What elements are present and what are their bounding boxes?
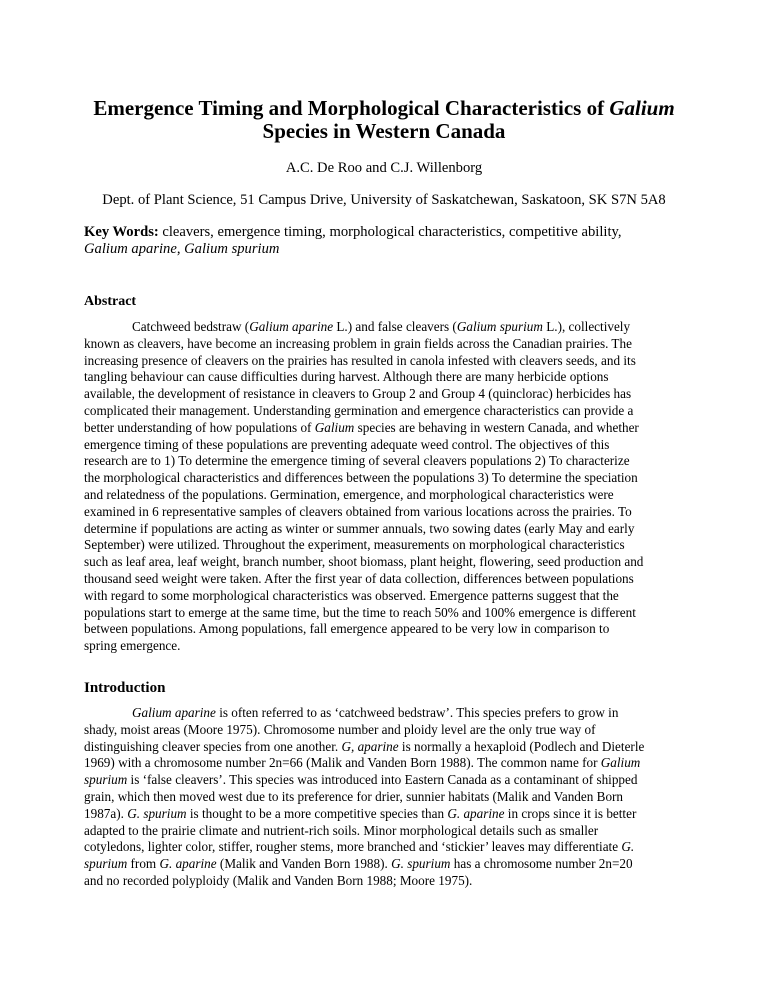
- text-line: [84, 554, 704, 571]
- text-segment: is ‘false cleavers’. This species was introduced into Eastern Canada as a contaminant of shipped: [127, 772, 638, 788]
- italic-species-name: G. spurium: [391, 856, 451, 872]
- text-segment: such as leaf area, leaf weight, branch number, shoot biomass, plant height, flowering, seed production and: [84, 554, 644, 570]
- text-segment: from: [127, 856, 160, 872]
- title-line-1: [93, 96, 674, 120]
- text-segment: Catchweed bedstraw (: [132, 319, 250, 334]
- text-segment: research are to 1) To determine the emergence timing of several cleavers populations 2) To characterize: [84, 453, 630, 469]
- text-line: [84, 470, 704, 487]
- text-segment: between populations. Among populations, fall emergence appeared to be very low in comparison to: [84, 621, 610, 637]
- italic-species-name: spurium: [84, 772, 128, 788]
- text-segment: with regard to some morphological characteristics was observed. Emergence patterns suggest that the: [84, 587, 619, 603]
- text-line: [84, 638, 704, 655]
- text-segment: September) were utilized. Throughout the experiment, measurements on morphological characteristics: [84, 537, 625, 553]
- text-segment: species are behaving in western Canada, and whether: [354, 419, 639, 435]
- text-line: [84, 722, 704, 739]
- title-genus: Galium: [609, 96, 675, 120]
- keyword-species-1: Galium aparine: [84, 241, 177, 257]
- text-line: [84, 873, 704, 890]
- text-segment: the morphological characteristics and differences between the populations 3) To determine the speciation: [84, 470, 638, 486]
- italic-species-name: G. spurium: [127, 805, 187, 821]
- italic-species-name: G. aparine: [159, 856, 217, 872]
- text-segment: 1987a).: [84, 805, 128, 821]
- keywords: [84, 224, 704, 258]
- text-line: [84, 705, 704, 722]
- text-line: [84, 504, 704, 521]
- text-segment: and relatedness of the populations. Germination, emergence, and morphological characteristics were: [84, 486, 614, 502]
- text-line: [84, 839, 704, 856]
- text-segment: tangling behaviour can cause difficulties during harvest. Although there are many herbicide options: [84, 369, 609, 385]
- abstract-body: [84, 319, 704, 655]
- text-segment: and no recorded polyploidy (Malik and Vanden Born 1988; Moore 1975).: [84, 872, 473, 888]
- text-segment: available, the development of resistance in cleavers to Group 2 and Group 4 (quinclorac) herbicides has: [84, 386, 632, 402]
- text-line: [84, 605, 704, 622]
- text-line: [84, 369, 704, 386]
- text-line: [84, 537, 704, 554]
- italic-species-name: G. aparine: [447, 805, 505, 821]
- italic-species-name: Galium: [600, 755, 641, 771]
- text-line: [84, 856, 704, 873]
- paper-title: [60, 97, 708, 143]
- keywords-separator: ,: [176, 241, 185, 257]
- italic-species-name: G, aparine: [341, 738, 399, 754]
- title-text: Emergence Timing and Morphological Characteristics of: [93, 96, 610, 120]
- text-segment: determine if populations are acting as winter or summer annuals, two sowing dates (early May and early: [84, 520, 635, 536]
- text-line: [84, 571, 704, 588]
- italic-species-name: spurium: [84, 856, 128, 872]
- italic-species-name: Galium aparine: [132, 705, 216, 720]
- introduction-body: [84, 705, 704, 890]
- keywords-label: Key Words:: [84, 224, 159, 240]
- text-line: [84, 353, 704, 370]
- text-line: [84, 755, 704, 772]
- text-line: [84, 806, 704, 823]
- text-segment: cotyledons, lighter color, stiffer, rougher stems, more branched and ‘stickier’ leaves may differentiate: [84, 839, 622, 855]
- text-segment: known as cleavers, have become an increasing problem in grain fields across the Canadian prairies. The: [84, 335, 632, 351]
- affiliation: Dept. of Plant Science, 51 Campus Drive, University of Saskatchewan, Saskatoon, SK S7N 5A8: [102, 192, 666, 208]
- text-segment: examined in 6 representative samples of cleavers obtained from various locations across the prairies. To: [84, 503, 632, 519]
- text-line: [84, 739, 704, 756]
- text-segment: has a chromosome number 2n=20: [450, 856, 633, 872]
- text-line: [84, 420, 704, 437]
- keywords-text: cleavers, emergence timing, morphological characteristics, competitive ability,: [158, 224, 622, 240]
- text-line: [84, 789, 704, 806]
- text-segment: (Malik and Vanden Born 1988).: [216, 856, 392, 872]
- text-segment: L.), collectively: [542, 319, 631, 334]
- text-segment: complicated their management. Understanding germination and emergence characteristics can provide a: [84, 402, 634, 418]
- text-segment: adapted to the prairie climate and nutrient-rich soils. Minor morphological details such as smaller: [84, 822, 599, 838]
- text-segment: is thought to be a more competitive species than: [186, 805, 448, 821]
- text-segment: shady, moist areas (Moore 1975). Chromosome number and ploidy level are the only true way of: [84, 721, 596, 737]
- text-segment: distinguishing cleaver species from one another.: [84, 738, 342, 754]
- text-line: [84, 437, 704, 454]
- abstract-heading: Abstract: [84, 294, 137, 309]
- text-line: [84, 386, 704, 403]
- text-line: [84, 487, 704, 504]
- text-segment: spring emergence.: [84, 638, 181, 654]
- italic-species-name: G.: [621, 839, 635, 855]
- text-line: [84, 772, 704, 789]
- text-segment: populations start to emerge at the same time, but the time to reach 50% and 100% emergence is different: [84, 604, 636, 620]
- keyword-species-2: Galium spurium: [184, 241, 280, 257]
- italic-species-name: Galium spurium: [456, 319, 543, 334]
- text-segment: L.) and false cleavers (: [333, 319, 457, 334]
- italic-species-name: Galium: [314, 419, 355, 435]
- introduction-heading: Introduction: [84, 680, 166, 696]
- text-line: [84, 336, 704, 353]
- text-line: [84, 319, 704, 336]
- text-segment: 1969) with a chromosome number 2n=66 (Malik and Vanden Born 1988). The common name for: [84, 755, 601, 771]
- text-segment: is often referred to as ‘catchweed bedstraw’. This species prefers to grow in: [215, 705, 619, 720]
- text-segment: better understanding of how populations of: [84, 419, 315, 435]
- text-line: [84, 588, 704, 605]
- text-line: [84, 453, 704, 470]
- title-line-2: Species in Western Canada: [262, 119, 506, 143]
- authors: A.C. De Roo and C.J. Willenborg: [285, 160, 483, 176]
- text-segment: grain, which then moved west due to its preference for drier, sunnier habitats (Malik and Vanden Born: [84, 788, 624, 804]
- italic-species-name: Galium aparine: [249, 319, 334, 334]
- text-line: [84, 621, 704, 638]
- text-segment: is normally a hexaploid (Podlech and Dieterle: [398, 738, 645, 754]
- text-line: [84, 521, 704, 538]
- text-segment: emergence timing of these populations are preventing adequate weed control. The objectives of this: [84, 436, 610, 452]
- text-line: [84, 403, 704, 420]
- text-segment: in crops since it is better: [504, 805, 637, 821]
- text-line: [84, 823, 704, 840]
- text-segment: increasing presence of cleavers on the prairies has resulted in canola infested with cleavers seeds, and its: [84, 352, 636, 368]
- text-segment: thousand seed weight were taken. After the first year of data collection, differences between populations: [84, 570, 634, 586]
